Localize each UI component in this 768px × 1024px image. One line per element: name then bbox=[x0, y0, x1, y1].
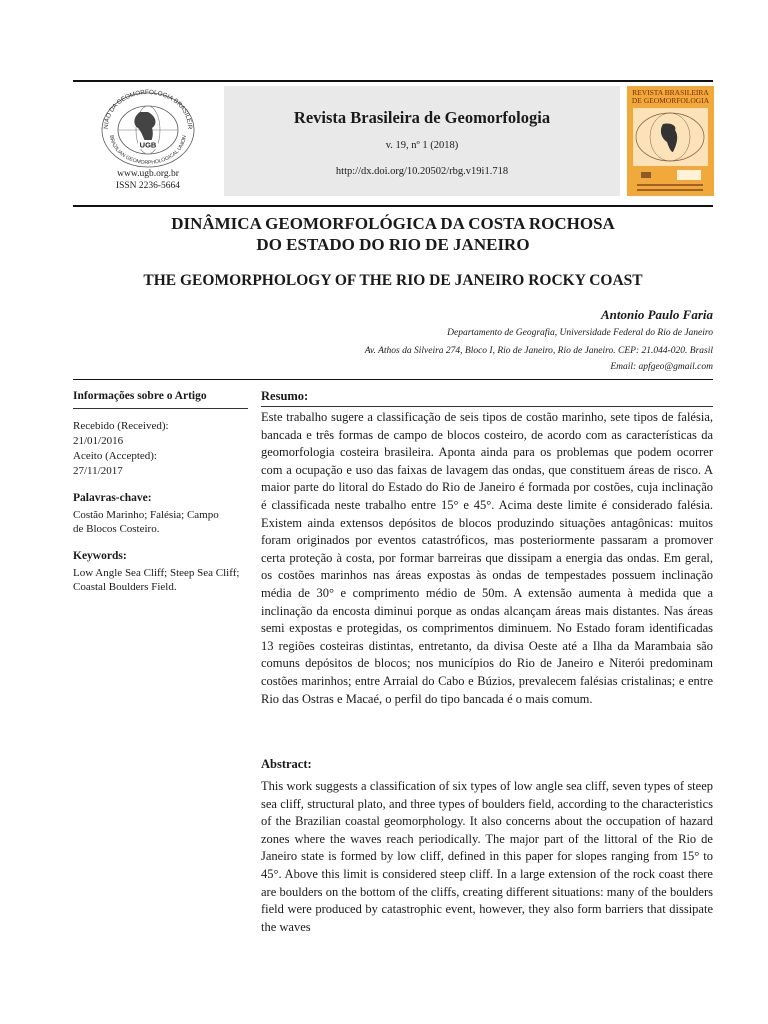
issn: ISSN 2236-5664 bbox=[115, 181, 181, 191]
cover-title: REVISTA BRASILEIRA DE GEOMORFOLOGIA bbox=[631, 88, 710, 105]
received-date: 21/01/2016 bbox=[73, 435, 124, 447]
resumo-divider bbox=[261, 406, 713, 407]
section-rule bbox=[73, 379, 713, 380]
keywords-en-heading: Keywords: bbox=[73, 550, 127, 562]
doi-link[interactable]: http://dx.doi.org/10.20502/rbg.v19i1.718 bbox=[335, 166, 509, 177]
title-portuguese-line2: DO ESTADO DO RIO DE JANEIRO bbox=[256, 235, 530, 254]
abstract-text: This work suggests a classification of six types of low angle sea cliff, seven types of steep sea cliff, structural plato, and three types of boulders field, according to the characteristics of the Brazilian coastal geomorphology. It also concerns about the occupation of hazard zones where the waves reach periodically. The major part of the littoral of the Rio de Janeiro state is formed by low cliff, defined in this paper for slopes ranging from 15° to 45°. Above this limit is considered steep cliff. In a large extension of the rock coast there are boulders on the bottom of the cliffs, creating different situations: many of the boulders field were produced by catastrophic event, however, they also form barriers that dissipate the waves bbox=[261, 779, 713, 934]
journal-header-box bbox=[224, 86, 620, 196]
abstract-heading: Abstract: bbox=[261, 757, 312, 771]
top-rule bbox=[73, 80, 713, 82]
cover-globe-icon bbox=[627, 86, 714, 196]
affiliation-address: Av. Athos da Silveira 274, Bloco I, Rio de Janeiro, Rio de Janeiro. CEP: 21.044-020. Brasil bbox=[364, 346, 713, 356]
article-info-heading: Informações sobre o Artigo bbox=[73, 390, 207, 402]
website[interactable]: www.ugb.org.br bbox=[117, 169, 179, 179]
svg-text:UGB: UGB bbox=[139, 140, 157, 150]
title-portuguese-line1: DINÂMICA GEOMORFOLÓGICA DA COSTA ROCHOSA bbox=[171, 214, 615, 233]
author-email[interactable]: Email: apfgeo@gmail.com bbox=[610, 362, 713, 372]
ugb-logo bbox=[82, 86, 214, 168]
keywords-en: Low Angle Sea Cliff; Steep Sea Cliff; Coastal Boulders Field. bbox=[73, 567, 240, 593]
header-bottom-rule bbox=[73, 205, 713, 207]
sidebar-divider bbox=[73, 408, 248, 409]
author-name: Antonio Paulo Faria bbox=[601, 307, 713, 322]
accepted-label: Aceito (Accepted): bbox=[73, 450, 157, 462]
resumo-text: Este trabalho sugere a classificação de seis tipos de costão marinho, sete tipos de falésia, bancada e três formas de campo de blocos costeiro, de acordo com as características da geomorfologia costeira brasileira. Aponta ainda para os problemas que podem ocorrer com a ocupação e uso das faixas de lavagem das ondas, que constituem áreas de risco. A maior parte do litoral do Estado do Rio de Janeiro é formada por costões, cuja inclinação é classificada neste trabalho entre 15° e 45°. Acima deste limite é considerado falésia. Existem ainda extensos depósitos de blocos produzindo situações antagônicas: muitos foram originados por eventos catastróficos, mas posteriormente passaram a promover certa proteção à costa, por formar barreiras que dissipam a energia das ondas. Em geral, os costões marinhos nas áreas expostas às ondas de tempestades possuem inclinação média de 30° e comprimento médio de 50m. A extensão aumenta à medida que a inclinação da encosta diminui porque as ondas alcançam áreas mais distantes. Nas áreas semi expostas e protegidas, os comprimentos diminuem. No Estado foram identificadas 13 regiões costeiras distintas, entretanto, da divisa Oeste até a Ilha da Marambaia são comuns depósitos de blocos; nos municípios do Rio de Janeiro e Niterói predominam costões marinhos; entre Arraial do Cabo e Búzios, prevalecem falésias cristalinas; e entre Rio das Ostras e Macaé, o perfil do tipo bancada é o mais comum. bbox=[261, 410, 713, 706]
title-english: THE GEOMORPHOLOGY OF THE RIO DE JANEIRO ROCKY COAST bbox=[143, 272, 643, 289]
volume-issue: v. 19, nº 1 (2018) bbox=[385, 140, 459, 151]
affiliation-department: Departamento de Geografia, Universidade Federal do Rio de Janeiro bbox=[447, 328, 713, 338]
journal-name: Revista Brasileira de Geomorfologia bbox=[293, 108, 551, 127]
ugb-globe-icon bbox=[82, 86, 214, 168]
journal-cover-thumbnail bbox=[627, 86, 714, 196]
accepted-date: 27/11/2017 bbox=[73, 465, 123, 477]
svg-text:UNIÃO DA GEOMORFOLOGIA BRASILE: NIÃO DA GEOMORFOLOGIA BRASILEIR bbox=[102, 88, 194, 130]
keywords-pt-heading: Palavras-chave: bbox=[73, 492, 152, 504]
resumo-heading: Resumo: bbox=[261, 389, 309, 403]
received-label: Recebido (Received): bbox=[73, 420, 169, 432]
svg-text:BRAZILIAN GEOMORPHOLOGICAL UNI: BRAZILIAN GEOMORPHOLOGICAL UNION bbox=[108, 134, 189, 167]
keywords-pt: Costão Marinho; Falésia; Campo de Blocos Costeiro. bbox=[73, 509, 219, 535]
